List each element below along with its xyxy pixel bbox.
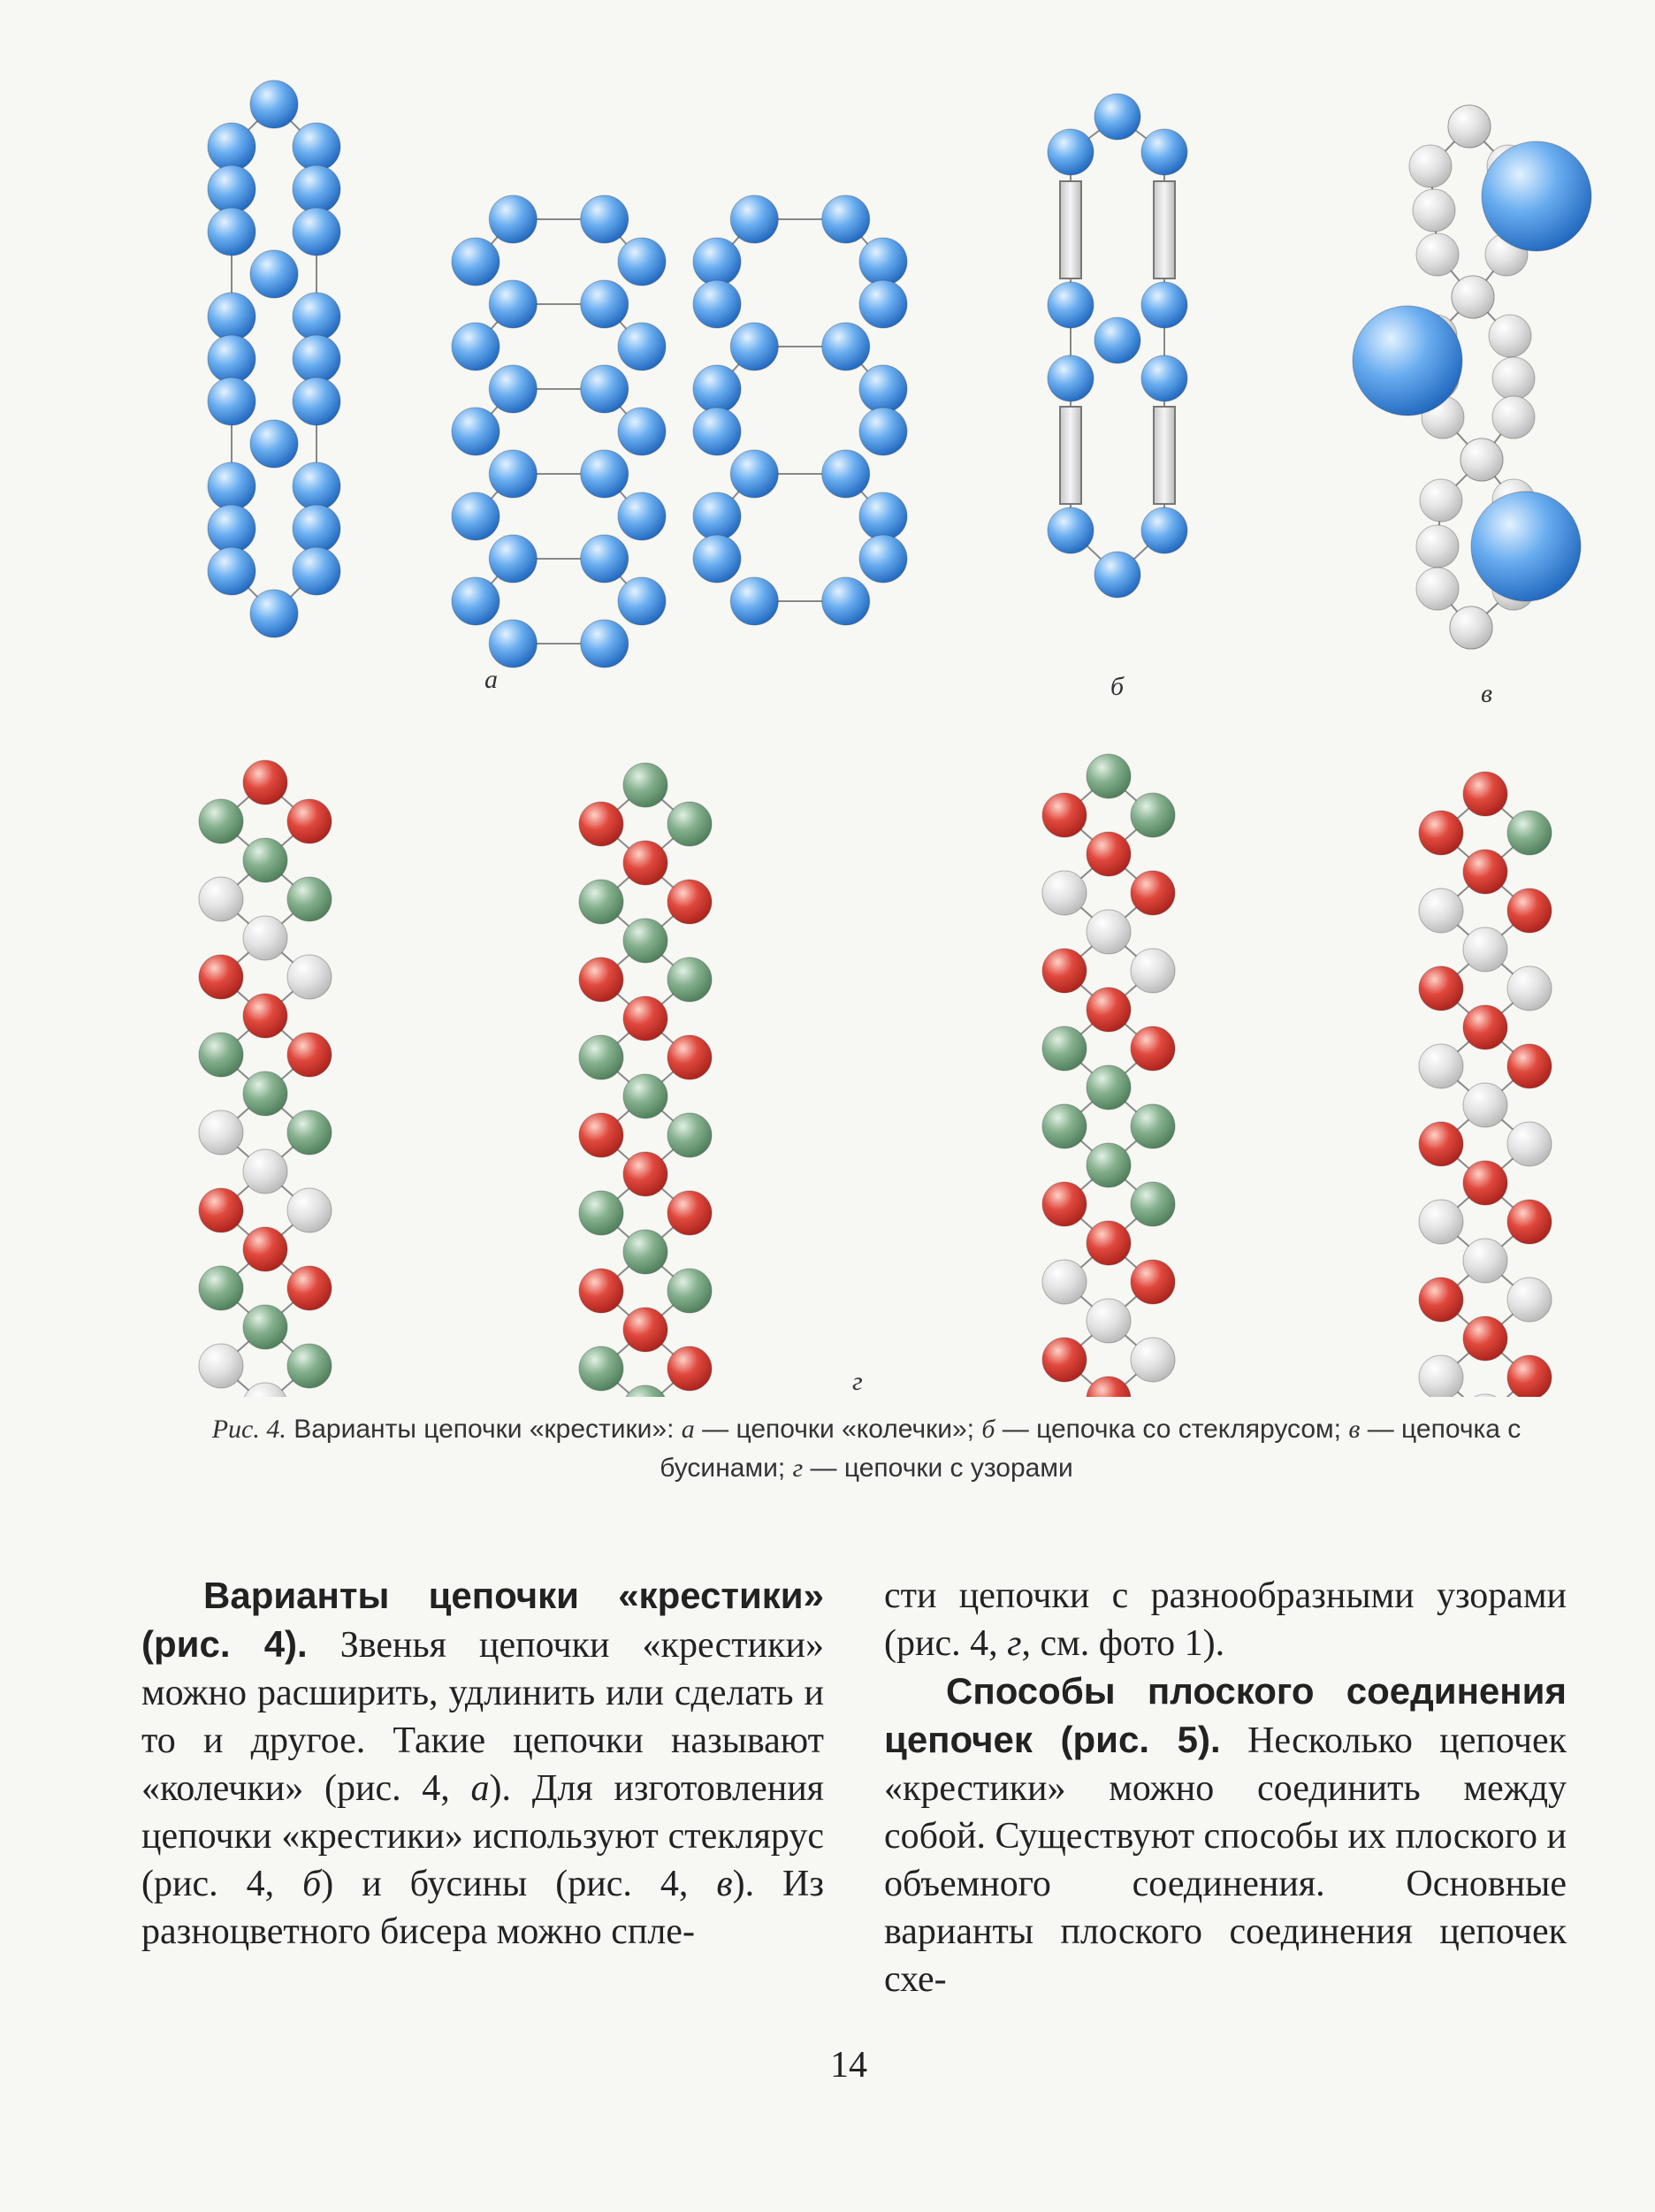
caption-part-4: — цепочка с бусинами; (660, 1415, 1522, 1483)
bead-red (623, 1152, 667, 1196)
bead-white (199, 1110, 243, 1155)
bead-blue (581, 195, 629, 243)
bead-blue (208, 505, 255, 553)
bead-red (667, 1191, 712, 1235)
section-heading: Способы плоского соединения цепочек (рис. 5). (884, 1670, 1567, 1760)
page-number: 14 (830, 2045, 867, 2086)
bead-blue (693, 365, 741, 413)
bead-blue (293, 547, 340, 595)
bead-white (1416, 525, 1459, 568)
bead-green (1042, 1104, 1087, 1148)
bead-green (623, 1074, 667, 1118)
bead-blue (293, 208, 340, 256)
bead-red (1463, 1005, 1507, 1049)
bead-red (287, 1266, 332, 1310)
bead-white (1042, 1260, 1087, 1304)
bead-blue (618, 408, 666, 455)
big-bead (1482, 141, 1591, 251)
bead-red (667, 880, 712, 924)
bead-blue (489, 365, 537, 413)
caption-part-5: — цепочки с узорами (803, 1453, 1073, 1483)
bead-green (1087, 1143, 1131, 1187)
bead-white (1507, 1122, 1552, 1166)
bead-blue (250, 250, 298, 298)
figure-label-b: б (1110, 672, 1125, 701)
bead-green (667, 1113, 712, 1157)
bead-red (1419, 1122, 1463, 1166)
bead-blue (581, 365, 629, 413)
bead-red (579, 1269, 623, 1313)
bead-green (1507, 811, 1552, 855)
bead-red (1463, 1161, 1507, 1205)
bead-white (1409, 145, 1452, 187)
section-heading: Варианты цепочки «крестики» (рис. 4). (141, 1575, 824, 1665)
text-column-right (884, 1572, 1567, 2003)
bead-blue (822, 450, 870, 498)
body-text: , см. фото 1). (1021, 1623, 1225, 1664)
bead-red (243, 760, 287, 805)
caption-letter-b: б (981, 1415, 995, 1444)
bead-green (287, 1110, 332, 1155)
bead-white (243, 916, 287, 960)
bead-white (1450, 606, 1492, 649)
bead-red (1131, 1026, 1175, 1071)
bead-blue (581, 450, 629, 498)
bead-blue (293, 293, 340, 340)
bugle-bead (1154, 181, 1175, 278)
beads (199, 80, 1591, 1397)
bead-red (199, 1188, 243, 1232)
bead-white (1419, 889, 1463, 933)
bead-blue (452, 577, 500, 625)
bead-blue (452, 408, 500, 455)
bead-blue (489, 620, 537, 667)
bead-blue (208, 378, 255, 425)
bead-red (1507, 1044, 1552, 1088)
caption-part-1: Варианты цепочки «крестики»: (286, 1415, 682, 1444)
bead-white (1419, 1355, 1463, 1397)
bead-white (287, 955, 332, 999)
bead-red (667, 1346, 712, 1391)
bead-white (1413, 189, 1455, 232)
bead-blue (452, 323, 500, 370)
bead-red (1131, 871, 1175, 915)
bead-green (243, 1072, 287, 1116)
bead-white (1419, 1044, 1463, 1088)
bead-blue (1048, 129, 1094, 175)
bead-blue (859, 280, 907, 328)
bead-blue (730, 577, 778, 625)
body-text: Звенья цепочки «крестики» можно расширить, удлинить или сделать и то и другое. Такие цепочки называют «колечки» (рис. 4, (141, 1625, 825, 1809)
body-italic: в (716, 1864, 733, 1904)
bead-blue (693, 238, 741, 286)
bead-red (1087, 832, 1131, 876)
bead-green (1087, 1065, 1131, 1110)
bead-blue (293, 123, 340, 171)
bead-green (287, 877, 332, 921)
bead-green (1087, 754, 1131, 798)
body-text: ). Из разноцветного бисера можно спле- (141, 1864, 824, 1952)
bead-blue (859, 535, 907, 583)
bead-green (199, 1033, 243, 1077)
bead-white (1507, 1278, 1552, 1322)
bead-green (1131, 1182, 1175, 1226)
bead-blue (452, 238, 500, 286)
bead-blue (822, 323, 870, 370)
paragraph (884, 1572, 1567, 1667)
bead-green (623, 1230, 667, 1274)
bead-red (1042, 1338, 1087, 1382)
bead-blue (208, 547, 255, 595)
bugle-bead (1060, 407, 1081, 504)
bead-blue (452, 492, 500, 540)
body-text: Несколько цепочек «крестики» можно соединить между собой. Существуют способы их плоского и объемного соединения. Основные варианты плоского соединения цепочек схе- (884, 1720, 1567, 2000)
bead-blue (581, 620, 629, 667)
bead-green (579, 1191, 623, 1235)
bead-blue (693, 492, 741, 540)
bead-blue (693, 408, 741, 455)
bead-blue (693, 535, 741, 583)
bead-blue (730, 195, 778, 243)
bead-green (623, 1385, 667, 1397)
bugle-bead (1154, 407, 1175, 504)
bead-red (243, 994, 287, 1038)
bead-green (667, 957, 712, 1002)
bead-red (1507, 889, 1552, 933)
bead-white (1492, 357, 1535, 400)
bead-white (1463, 927, 1507, 972)
figure-label-a: а (484, 665, 498, 694)
bead-green (623, 763, 667, 807)
bead-red (623, 1308, 667, 1352)
bead-red (1507, 1200, 1552, 1244)
bead-green (667, 1269, 712, 1313)
bead-red (1042, 949, 1087, 993)
figure-caption (177, 1410, 1556, 1488)
bead-red (1087, 1377, 1131, 1397)
bead-green (1131, 793, 1175, 837)
text-column-left (141, 1572, 824, 1956)
bead-blue (208, 293, 255, 340)
bead-white (1419, 1200, 1463, 1244)
bead-white (1087, 1299, 1131, 1343)
bead-red (623, 841, 667, 885)
bead-green (623, 919, 667, 963)
bead-red (243, 1227, 287, 1271)
bead-white (1448, 105, 1491, 148)
bead-blue (859, 492, 907, 540)
bead-blue (1141, 507, 1187, 553)
bead-blue (859, 365, 907, 413)
bead-green (579, 1346, 623, 1391)
bead-blue (730, 450, 778, 498)
bead-blue (208, 123, 255, 171)
bead-blue (581, 280, 629, 328)
bead-blue (1048, 355, 1094, 401)
bead-blue (208, 335, 255, 383)
bead-blue (618, 492, 666, 540)
caption-prefix: Рис. 4. (211, 1415, 286, 1444)
bead-red (623, 996, 667, 1041)
bead-blue (1094, 94, 1140, 140)
bead-red (1507, 1355, 1552, 1397)
body-italic: б (302, 1864, 322, 1904)
bead-blue (208, 462, 255, 510)
bead-blue (489, 450, 537, 498)
caption-part-3: — цепочка со стеклярусом; (995, 1415, 1349, 1444)
bead-red (1463, 850, 1507, 894)
bead-blue (293, 378, 340, 425)
bead-blue (618, 238, 666, 286)
bead-blue (293, 335, 340, 383)
bead-blue (822, 195, 870, 243)
bead-white (1492, 396, 1535, 439)
bead-blue (489, 535, 537, 583)
bead-white (1507, 966, 1552, 1011)
bead-white (1131, 949, 1175, 993)
bead-blue (208, 208, 255, 256)
bead-blue (618, 323, 666, 370)
bead-blue (581, 535, 629, 583)
bead-blue (693, 280, 741, 328)
bead-green (1042, 1026, 1087, 1071)
bead-white (1042, 871, 1087, 915)
caption-letter-a: а (681, 1415, 695, 1444)
bead-white (1416, 568, 1459, 610)
bead-blue (1048, 282, 1094, 328)
body-italic: а (470, 1768, 490, 1809)
bead-blue (1141, 355, 1187, 401)
bead-green (1131, 1104, 1175, 1148)
bead-red (579, 802, 623, 846)
bead-blue (859, 408, 907, 455)
bead-white (1420, 479, 1462, 522)
bead-red (1042, 1182, 1087, 1226)
caption-letter-v: в (1348, 1415, 1361, 1444)
bead-white (1463, 1083, 1507, 1127)
bead-blue (250, 420, 298, 468)
bead-blue (730, 323, 778, 370)
paragraph (141, 1572, 824, 1956)
bead-blue (1094, 317, 1140, 363)
body-text: сти цепочки с разнообразными узорами (рис. 4, (884, 1575, 1567, 1664)
bead-white (1463, 1394, 1507, 1397)
bead-white (243, 1149, 287, 1194)
figure-label-v: в (1481, 679, 1493, 708)
bead-blue (293, 462, 340, 510)
big-bead (1353, 306, 1462, 416)
bead-blue (489, 280, 537, 328)
bead-blue (293, 165, 340, 213)
bead-green (199, 1266, 243, 1310)
body-text: ). Для изготовления цепочки «крестики» используют стеклярус (рис. 4, (141, 1768, 824, 1904)
bead-green (243, 838, 287, 882)
bead-white (1452, 276, 1494, 318)
bead-white (1461, 439, 1503, 481)
bead-red (1463, 1316, 1507, 1361)
bead-white (1489, 315, 1531, 357)
big-bead (1471, 492, 1581, 601)
bead-blue (1094, 552, 1140, 598)
bead-red (199, 955, 243, 999)
bead-red (1419, 1278, 1463, 1322)
bead-red (1087, 1221, 1131, 1265)
bead-blue (618, 577, 666, 625)
bead-red (579, 957, 623, 1002)
bead-white (1416, 233, 1459, 276)
bead-red (1419, 811, 1463, 855)
bead-blue (293, 505, 340, 553)
bead-white (1463, 1239, 1507, 1283)
bead-red (1131, 1260, 1175, 1304)
figure-label-g: г (852, 1367, 863, 1396)
body-text: ) и бусины (рис. 4, (321, 1864, 717, 1904)
bead-green (579, 1035, 623, 1079)
bead-red (1463, 772, 1507, 816)
bead-green (243, 1305, 287, 1349)
bead-white (1131, 1338, 1175, 1382)
bead-blue (1141, 129, 1187, 175)
bead-red (667, 1035, 712, 1079)
bead-white (287, 1188, 332, 1232)
bead-green (667, 802, 712, 846)
bead-red (287, 799, 332, 843)
bead-green (287, 1344, 332, 1388)
bead-blue (208, 165, 255, 213)
caption-letter-g: г (792, 1453, 804, 1483)
bead-blue (250, 590, 298, 637)
body-italic: г (1007, 1623, 1022, 1664)
bead-red (1419, 966, 1463, 1011)
bead-blue (250, 80, 298, 128)
bead-green (579, 880, 623, 924)
bead-white (1087, 910, 1131, 954)
bead-white (199, 1344, 243, 1388)
bead-blue (859, 238, 907, 286)
paragraph (884, 1667, 1567, 2003)
bead-white (243, 1383, 287, 1397)
bead-blue (1048, 507, 1094, 553)
bead-green (199, 799, 243, 843)
bead-blue (822, 577, 870, 625)
caption-part-2: — цепочки «колечки»; (694, 1415, 982, 1444)
bead-red (287, 1033, 332, 1077)
bead-red (579, 1113, 623, 1157)
bugle-bead (1060, 181, 1081, 278)
bead-blue (489, 195, 537, 243)
bead-red (1042, 793, 1087, 837)
bead-red (1087, 988, 1131, 1032)
bead-blue (1141, 282, 1187, 328)
bead-white (199, 877, 243, 921)
